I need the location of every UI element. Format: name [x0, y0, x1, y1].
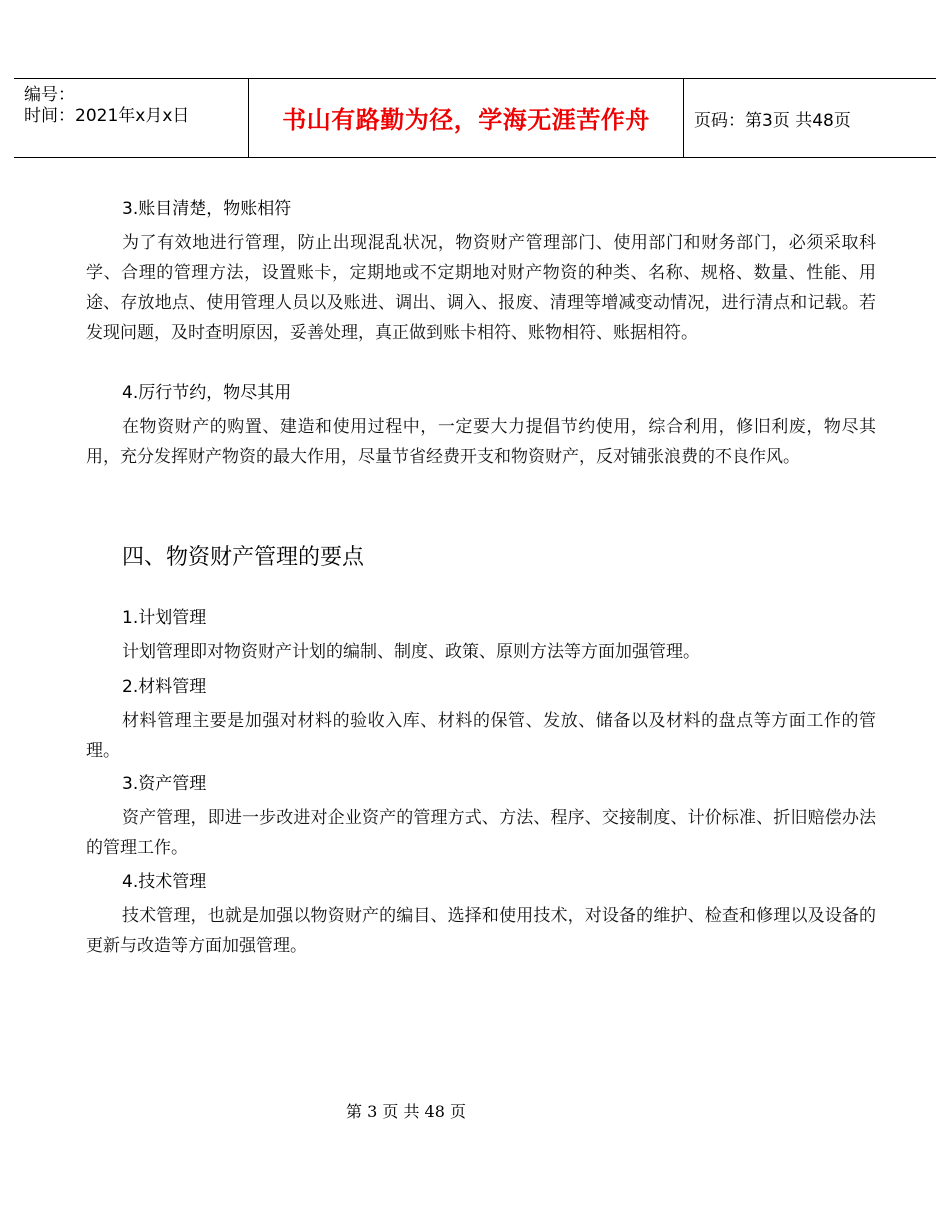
section-4-paragraph: 在物资财产的购置、建造和使用过程中，一定要大力提倡节约使用，综合利用，修旧利废，物尽其用，充分发挥财产物资的最大作用，尽量节省经费开支和物资财产，反对铺张浪费的不良作风。 [86, 417, 876, 467]
point-4-paragraph: 技术管理，也就是加强以物资财产的编目、选择和使用技术，对设备的维护、检查和修理以及设备的更新与改造等方面加强管理。 [86, 906, 876, 956]
time-label: 时间：2021年x月x日 [24, 106, 190, 126]
point-2-paragraph: 材料管理主要是加强对材料的验收入库、材料的保管、发放、储备以及材料的盘点等方面工作的管理。 [86, 711, 876, 761]
document-header [14, 78, 936, 158]
section-3-paragraph: 为了有效地进行管理，防止出现混乱状况，物资财产管理部门、使用部门和财务部门，必须采取科学、合理的管理方法，设置账卡，定期地或不定期地对财产物资的种类、名称、规格、数量、性能、用途、存放地点、使用管理人员以及账进、调出、调入、报废、清理等增减变动情况，进行清点和记载。若发现问题，及时查明原因，妥善处理，真正做到账卡相符、账物相符、账据相符。 [86, 233, 876, 343]
chapter-heading: 四、物资财产管理的要点 [122, 545, 365, 570]
header-motto-cell [248, 79, 684, 157]
point-1-title: 1.计划管理 [122, 608, 207, 628]
section-3-title: 3.账目清楚，物账相符 [122, 199, 292, 219]
point-3-title: 3.资产管理 [122, 774, 207, 794]
page-number-label: 页码：第3页 共48页 [694, 111, 851, 131]
point-3-paragraph: 资产管理，即进一步改进对企业资产的管理方式、方法、程序、交接制度、计价标准、折旧赔偿办法的管理工作。 [86, 808, 876, 858]
point-2-title: 2.材料管理 [122, 677, 207, 697]
code-label: 编号： [24, 85, 75, 105]
header-page-cell [684, 79, 936, 157]
header-left-cell [14, 79, 248, 157]
point-4-title: 4.技术管理 [122, 872, 207, 892]
section-4-title: 4.厉行节约，物尽其用 [122, 383, 292, 403]
motto-text: 书山有路勤为径，学海无涯苦作舟 [282, 106, 650, 134]
point-1-paragraph: 计划管理即对物资财产计划的编制、制度、政策、原则方法等方面加强管理。 [122, 642, 700, 662]
page-footer: 第 3 页 共 48 页 [346, 1102, 466, 1121]
